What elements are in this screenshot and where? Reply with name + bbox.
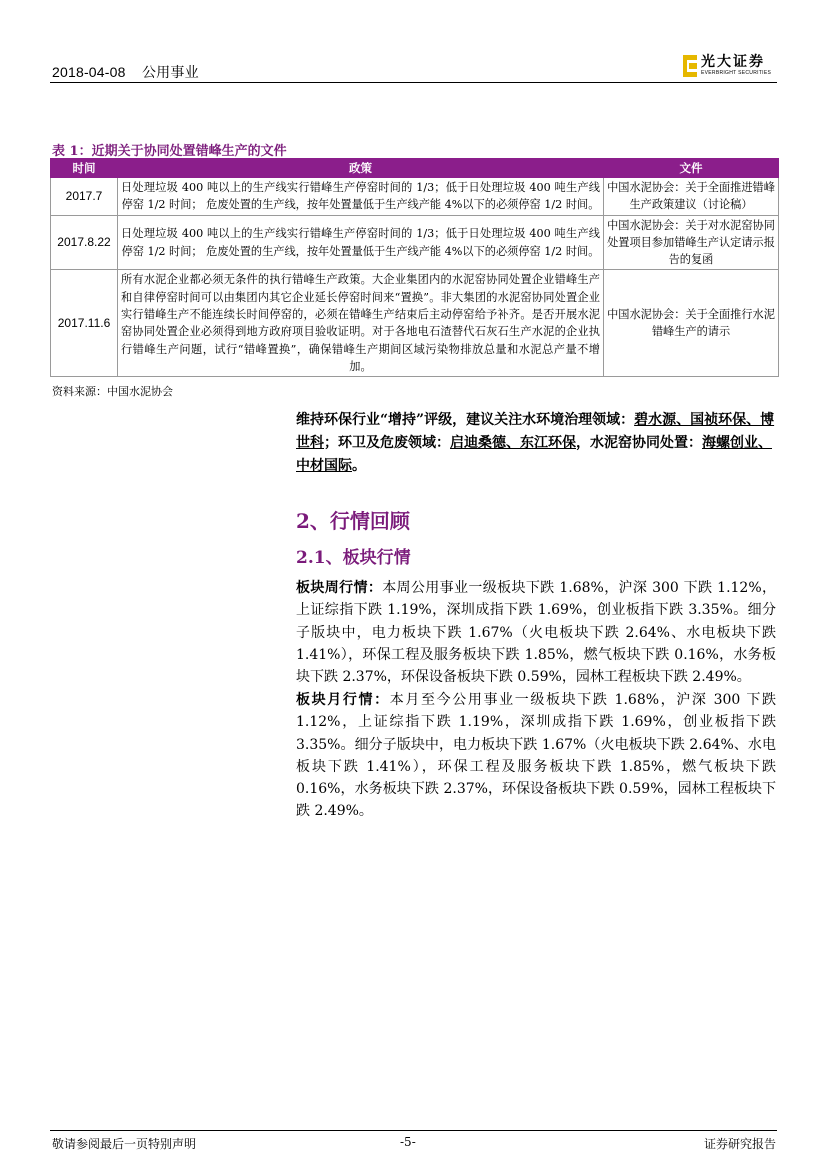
header-rule (50, 82, 777, 83)
footer-doc-type: 证券研究报告 (703, 1137, 776, 1151)
weekly-label: 板块周行情： (296, 580, 383, 596)
sector-name: 公用事业 (141, 64, 199, 80)
header-policy: 政策 (118, 159, 604, 178)
section-heading: 2、行情回顾 (296, 509, 410, 533)
table-row (51, 215, 779, 270)
everbright-logo (683, 55, 771, 77)
row-date: 2017.8.22 (51, 215, 118, 270)
monthly-market-paragraph (296, 689, 776, 823)
subsection-heading: 2.1、板块行情 (296, 548, 411, 568)
rating-recommendation (296, 409, 776, 478)
footer-disclaimer: 敬请参阅最后一页特别声明 (52, 1137, 197, 1151)
rec-text: ；环卫及危废领域： (324, 435, 450, 451)
logo-en-text: EVERBRIGHT SECURITIES (701, 70, 772, 76)
table-title: 表 1：近期关于协同处置错峰生产的文件 (52, 144, 287, 159)
header-time: 时间 (51, 159, 118, 178)
weekly-market-paragraph (296, 577, 776, 688)
policy-table (50, 158, 779, 377)
header-document: 文件 (604, 159, 779, 178)
page-number: -5- (400, 1135, 416, 1149)
rec-stocks-cement: 海螺创业、中材国际 (296, 435, 772, 474)
rec-text: 维持环保行业“增持”评级，建议关注水环境治理领域： (296, 412, 635, 428)
rec-text: ，水泥窑协同处置： (576, 435, 702, 451)
row-policy: 所有水泥企业都必须无条件的执行错峰生产政策。大企业集团内的水泥窑协同处置企业错峰生产和自律停窑时间可以由集团内其它企业延长停窑时间来“置换”。非大集团的水泥窑协同处置企业实行错峰生产不能连续长时间停窑的，必须在错峰生产结束后主动停窑给予补齐。是否开展水泥窑协同处置企业必须得到地方政府项目验收证明。对于各地电石渣替代石灰石生产水泥的企业执行错峰生产问题，试行“错峰置换”，确保错峰生产期间区域污染物排放总量和水泥总产量不增加。 (118, 270, 604, 377)
row-document: 中国水泥协会：关于全面推行水泥错峰生产的请示 (604, 270, 779, 377)
table-source: 资料来源：中国水泥协会 (52, 385, 173, 398)
report-date: 2018-04-08 (52, 64, 126, 80)
row-document: 中国水泥协会：关于对水泥窑协同处置项目参加错峰生产认定请示报告的复函 (604, 215, 779, 270)
row-date: 2017.11.6 (51, 270, 118, 377)
footer-rule (50, 1130, 777, 1131)
weekly-text: 本周公用事业一级板块下跌 1.68%，沪深 300 下跌 1.12%，上证综指下跌 1.19%，深圳成指下跌 1.69%，创业板指下跌 3.35%。细分子版块中，电力板块下跌 1.67%（火电板块下跌 2.64%、水电板块下跌 1.41%），环保工程及服务板块下跌 1.85%，燃气板块下跌 0.16%，水务板块下跌 2.37%，环保设备板块下跌 0.59%，园林工程板块下跌 2.49%。 (296, 580, 776, 686)
row-policy: 日处理垃圾 400 吨以上的生产线实行错峰生产停窑时间的 1/3；低于日处理垃圾 400 吨生产线停窑 1/2 时间； 危废处置的生产线，按年处置量低于生产线产能 4%以下的必须停窑 1/2 时间。 (118, 215, 604, 270)
row-policy: 日处理垃圾 400 吨以上的生产线实行错峰生产停窑时间的 1/3；低于日处理垃圾 400 吨生产线停窑 1/2 时间； 危废处置的生产线，按年处置量低于生产线产能 4%以下的必须停窑 1/2 时间。 (118, 178, 604, 216)
rec-stocks-water: 碧水源、国祯环保、博世科 (296, 412, 775, 451)
header-date-sector (52, 62, 199, 82)
logo-mark-icon (683, 55, 697, 77)
row-date: 2017.7 (51, 178, 118, 216)
logo-cn-text: 光大证券 (701, 54, 765, 70)
row-document: 中国水泥协会：关于全面推进错峰生产政策建议（讨论稿） (604, 178, 779, 216)
table-row (51, 270, 779, 377)
monthly-label: 板块月行情： (296, 692, 390, 708)
rec-stocks-sanitation: 启迪桑德、东江环保 (450, 435, 576, 451)
table-row (51, 178, 779, 216)
monthly-text: 本月至今公用事业一级板块下跌 1.68%，沪深 300 下跌 1.12%，上证综指下跌 1.19%，深圳成指下跌 1.69%，创业板指下跌 3.35%。细分子版块中，电力板块下跌 1.67%（火电板块下跌 2.64%、水电板块下跌 1.41%），环保工程及服务板块下跌 1.85%，燃气板块下跌 0.16%，水务板块下跌 2.37%，环保设备板块下跌 0.59%，园林工程板块下跌 2.49%。 (296, 692, 777, 820)
rec-text: 。 (352, 458, 366, 474)
table-header-row (51, 159, 779, 178)
